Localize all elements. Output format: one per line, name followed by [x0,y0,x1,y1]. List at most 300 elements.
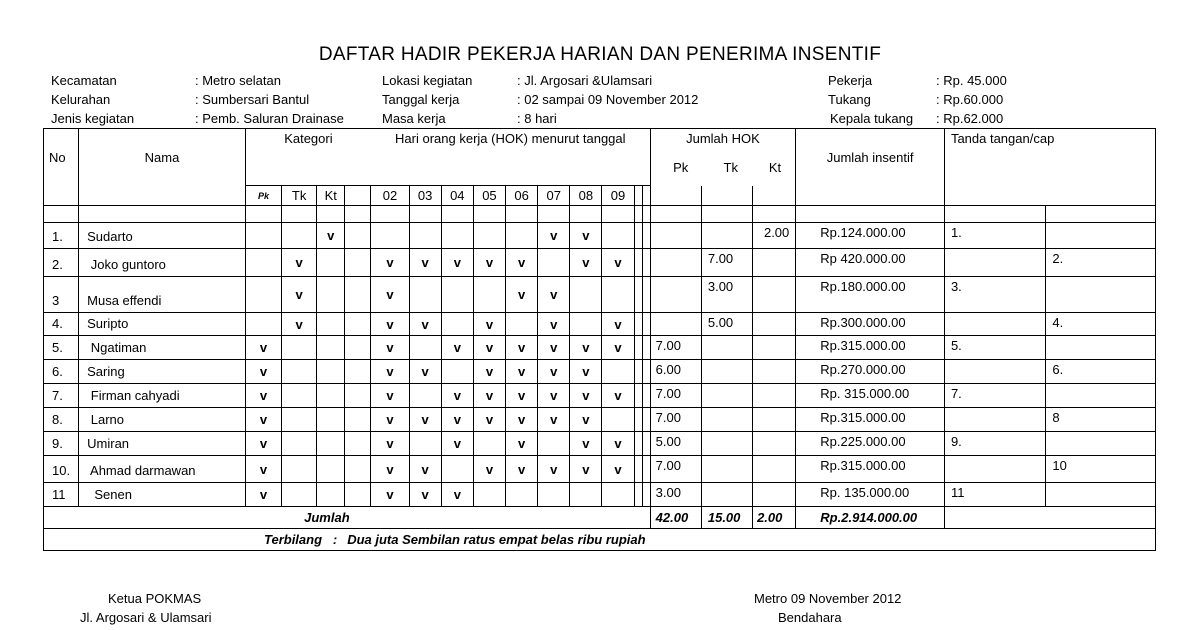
row-kategori-kt [317,277,345,313]
row-date-mark: v [371,360,409,384]
row-sign-right [1046,223,1156,249]
row-date-mark [409,432,441,456]
row-date-mark: v [371,277,409,313]
row-date-mark: v [602,456,634,483]
page-title: DAFTAR HADIR PEKERJA HARIAN DAN PENERIMA INSENTIF [318,44,882,65]
row-gap [642,456,650,483]
row-date-mark [602,277,634,313]
row-hok-tk [701,336,752,360]
row-date-mark: v [409,313,441,336]
row-date-mark: v [538,360,570,384]
row-hok-kt [753,384,796,408]
row-kategori-tk: v [282,249,317,277]
row-insentif: Rp 420.000.00 [796,249,945,277]
total-insentif: Rp.2.914.000.00 [796,507,945,529]
row-date-mark [473,483,505,507]
row-hok-tk [701,432,752,456]
row-gap [634,249,642,277]
row-kategori-pk [245,313,281,336]
row-no: 8. [44,408,79,432]
row-kategori-kt [317,483,345,507]
row-date-mark [409,384,441,408]
row-kategori-pk [245,249,281,277]
header-row-main [44,129,1156,186]
header-tanda-tangan: Tanda tangan/cap [944,129,1155,186]
row-sign-left: 5. [944,336,1045,360]
total-row [44,507,1156,529]
jenis-kegiatan-value: : Pemb. Saluran Drainase [195,111,344,126]
row-gap [634,432,642,456]
row-kategori-pk: v [245,432,281,456]
row-hok-pk: 7.00 [650,456,701,483]
row-gap [642,432,650,456]
pekerja-label: Pekerja [828,73,873,88]
row-kategori-pk [245,277,281,313]
row-date-mark: v [538,456,570,483]
row-date-mark: v [538,277,570,313]
row-date-mark [473,277,505,313]
spacer-cell [245,206,281,223]
row-sign-right [1046,336,1156,360]
row-gap [634,223,642,249]
attendance-table [43,128,1156,551]
header-hok-tk: Tk [723,160,738,175]
row-kategori-pk: v [245,384,281,408]
row-date-mark: v [538,313,570,336]
header-kt: Kt [317,186,345,206]
row-date-mark: v [602,384,634,408]
row-date-mark: v [473,456,505,483]
row-date-mark: v [409,360,441,384]
row-sign-right: 10 [1046,456,1156,483]
row-date-mark: v [602,432,634,456]
header-tanda-cont [944,186,1155,206]
header-date-08: 08 [570,186,602,206]
total-pk: 42.00 [650,507,701,529]
header-hok-pk: Pk [673,160,689,175]
row-gap [345,249,371,277]
total-label: Jumlah [44,507,651,529]
row-hok-tk [701,483,752,507]
row-kategori-tk [282,483,317,507]
row-hok-pk: 3.00 [650,483,701,507]
row-kategori-kt [317,336,345,360]
terbilang-row [44,529,1156,551]
row-kategori-kt: v [317,223,345,249]
row-hok-kt [753,360,796,384]
header-hok-kt-cont [753,186,796,206]
row-date-mark: v [473,384,505,408]
table-row [44,277,1156,313]
row-date-mark: v [602,313,634,336]
row-gap [634,313,642,336]
kepala-tukang-value: : Rp.62.000 [936,111,1004,126]
table-row [44,408,1156,432]
row-date-mark: v [570,249,602,277]
spacer-cell [1046,206,1156,223]
row-hok-kt [753,313,796,336]
masa-kerja-label: Masa kerja [382,111,446,126]
lokasi-value: : Jl. Argosari &Ulamsari [517,73,653,88]
header-nama-cont [79,186,246,206]
row-insentif: Rp. 315.000.00 [796,384,945,408]
header-date-04: 04 [441,186,473,206]
row-sign-left: 7. [944,384,1045,408]
kelurahan-value: : Sumbersari Bantul [195,92,310,107]
row-hok-pk [650,223,701,249]
row-date-mark: v [473,336,505,360]
table-row [44,432,1156,456]
row-no: 4. [44,313,79,336]
spacer-cell [701,206,752,223]
row-date-mark: v [570,456,602,483]
row-hok-tk: 3.00 [701,277,752,313]
row-date-mark: v [506,384,538,408]
spacer-cell [506,206,538,223]
row-date-mark [570,313,602,336]
table-row [44,483,1156,507]
header-tk: Tk [282,186,317,206]
table-row [44,313,1156,336]
row-date-mark: v [409,456,441,483]
row-date-mark: v [371,336,409,360]
spacer-cell [282,206,317,223]
total-kt: 2.00 [753,507,796,529]
row-date-mark [409,336,441,360]
header-hok-kt: Kt [768,160,782,175]
row-insentif: Rp.315.000.00 [796,456,945,483]
spacer-cell [538,206,570,223]
header-date-06: 06 [506,186,538,206]
row-no: 11 [44,483,79,507]
row-hok-kt [753,408,796,432]
row-hok-pk [650,277,701,313]
row-date-mark: v [371,456,409,483]
tanggal-label: Tanggal kerja [382,92,460,107]
row-kategori-tk: v [282,277,317,313]
row-hok-kt [753,456,796,483]
table-row [44,249,1156,277]
row-sign-right: 4. [1046,313,1156,336]
row-nama: Firman cahyadi [79,384,246,408]
row-kategori-tk [282,408,317,432]
tukang-value: : Rp.60.000 [936,92,1004,107]
row-hok-tk: 7.00 [701,249,752,277]
row-date-mark: v [409,483,441,507]
table-row [44,223,1156,249]
row-gap [642,313,650,336]
row-kategori-pk: v [245,483,281,507]
row-gap [345,223,371,249]
row-date-mark: v [473,249,505,277]
row-date-mark [602,483,634,507]
row-gap [642,336,650,360]
spacer-cell [441,206,473,223]
terbilang-label: Terbilang : [264,532,338,547]
row-nama: Ahmad darmawan [79,456,246,483]
row-kategori-tk [282,223,317,249]
row-sign-left [944,249,1045,277]
row-no: 2. [44,249,79,277]
header-jumlah-hok-label: Jumlah HOK [686,131,760,146]
row-nama: Ngatiman [79,336,246,360]
row-gap [642,408,650,432]
spacer-row [44,206,1156,223]
row-gap [642,483,650,507]
row-gap [345,408,371,432]
row-date-mark: v [371,313,409,336]
row-kategori-kt [317,384,345,408]
row-kategori-tk [282,432,317,456]
tukang-label: Tukang [828,92,871,107]
row-gap [345,483,371,507]
row-nama: Senen [79,483,246,507]
header-date-03: 03 [409,186,441,206]
header-hok-pk-box [650,186,701,206]
row-kategori-pk: v [245,456,281,483]
row-gap [642,223,650,249]
row-date-mark [538,483,570,507]
row-date-mark: v [473,408,505,432]
row-date-mark: v [602,249,634,277]
row-gap [642,360,650,384]
row-date-mark [409,277,441,313]
row-gap [345,384,371,408]
row-kategori-kt [317,249,345,277]
row-sign-right [1046,277,1156,313]
row-date-mark: v [506,277,538,313]
row-gap [634,384,642,408]
row-kategori-tk [282,384,317,408]
row-gap [642,384,650,408]
header-date-02: 02 [371,186,409,206]
row-gap [345,277,371,313]
row-sign-left: 9. [944,432,1045,456]
spacer-cell [944,206,1045,223]
row-kategori-kt [317,313,345,336]
row-kategori-tk [282,336,317,360]
row-gap [634,456,642,483]
row-nama: Joko guntoro [79,249,246,277]
row-date-mark: v [441,336,473,360]
spacer-cell [642,206,650,223]
row-date-mark: v [441,483,473,507]
spacer-cell [602,206,634,223]
row-hok-pk [650,249,701,277]
row-hok-pk [650,313,701,336]
row-date-mark: v [506,360,538,384]
row-date-mark: v [570,336,602,360]
row-hok-kt: 2.00 [753,223,796,249]
row-insentif: Rp.315.000.00 [796,336,945,360]
row-gap [634,408,642,432]
kelurahan-label: Kelurahan [51,92,111,107]
header-date-09: 09 [602,186,634,206]
row-sign-left: 3. [944,277,1045,313]
table-row [44,360,1156,384]
header-hok-subcols [651,160,796,175]
header-hok-tk-cont [701,186,752,206]
row-date-mark: v [506,249,538,277]
spacer-cell [570,206,602,223]
row-gap [634,360,642,384]
row-date-mark [506,223,538,249]
row-date-mark: v [538,384,570,408]
spacer-cell [317,206,345,223]
row-no: 3 [44,277,79,313]
row-nama: Sudarto [79,223,246,249]
header-hok-tanggal: Hari orang kerja (HOK) menurut tanggal [371,129,650,186]
row-gap [634,336,642,360]
row-sign-left [944,313,1045,336]
row-date-mark [371,223,409,249]
spacer-cell [796,206,945,223]
header-date-07: 07 [538,186,570,206]
row-hok-kt [753,277,796,313]
row-date-mark: v [570,432,602,456]
row-sign-right: 2. [1046,249,1156,277]
row-kategori-tk [282,456,317,483]
header-jumlah-insentif: Jumlah insentif [796,129,945,186]
table-row [44,384,1156,408]
row-sign-left: 11 [944,483,1045,507]
row-date-mark: v [371,249,409,277]
row-gap [345,360,371,384]
row-date-mark: v [371,432,409,456]
row-hok-tk: 5.00 [701,313,752,336]
tanggal-value: : 02 sampai 09 November 2012 [517,92,699,107]
row-date-mark: v [538,408,570,432]
row-date-mark [602,223,634,249]
row-nama: Larno [79,408,246,432]
row-gap [634,277,642,313]
row-date-mark: v [506,432,538,456]
row-gap [345,456,371,483]
row-sign-left [944,456,1045,483]
row-kategori-pk: v [245,408,281,432]
row-hok-tk [701,223,752,249]
row-date-mark [506,483,538,507]
row-kategori-kt [317,456,345,483]
row-nama: Umiran [79,432,246,456]
total-tk: 15.00 [701,507,752,529]
row-date-mark: v [506,456,538,483]
row-date-mark [538,432,570,456]
kecamatan-label: Kecamatan [51,73,117,88]
header-jumlah-hok [650,129,796,186]
header-kategori: Kategori [245,129,371,186]
row-hok-kt [753,483,796,507]
bendahara: Bendahara [778,610,842,625]
lokasi-label: Lokasi kegiatan [382,73,473,88]
row-date-mark: v [371,384,409,408]
row-hok-tk [701,408,752,432]
spacer-cell [345,206,371,223]
row-insentif: Rp.315.000.00 [796,408,945,432]
spacer-cell [650,206,701,223]
row-no: 6. [44,360,79,384]
masa-kerja-value: : 8 hari [517,111,557,126]
row-date-mark [602,408,634,432]
row-sign-right [1046,384,1156,408]
row-date-mark [473,223,505,249]
jenis-kegiatan-label: Jenis kegiatan [51,111,135,126]
row-date-mark [409,223,441,249]
row-sign-right [1046,432,1156,456]
row-sign-right: 8 [1046,408,1156,432]
row-date-mark: v [441,249,473,277]
row-hok-tk [701,456,752,483]
row-insentif: Rp.270.000.00 [796,360,945,384]
row-date-mark: v [570,408,602,432]
spacer-cell [753,206,796,223]
header-gap [642,186,650,206]
row-date-mark: v [371,408,409,432]
row-date-mark: v [441,432,473,456]
header-row-sub [44,186,1156,206]
row-kategori-pk [245,223,281,249]
row-date-mark [441,360,473,384]
pekerja-value: : Rp. 45.000 [936,73,1007,88]
row-date-mark [473,432,505,456]
row-hok-pk: 6.00 [650,360,701,384]
row-gap [642,249,650,277]
row-date-mark: v [409,408,441,432]
row-nama: Suripto [79,313,246,336]
row-date-mark [570,277,602,313]
row-hok-kt [753,432,796,456]
row-date-mark [602,360,634,384]
terbilang-cell [44,529,1156,551]
row-sign-left: 1. [944,223,1045,249]
row-date-mark: v [473,360,505,384]
row-date-mark [441,456,473,483]
total-sign [944,507,1155,529]
row-nama: Musa effendi [79,277,246,313]
row-kategori-pk: v [245,360,281,384]
row-sign-left [944,408,1045,432]
row-insentif: Rp.225.000.00 [796,432,945,456]
row-hok-kt [753,336,796,360]
row-sign-right: 6. [1046,360,1156,384]
row-date-mark: v [441,384,473,408]
row-hok-tk [701,360,752,384]
row-kategori-kt [317,360,345,384]
row-kategori-tk: v [282,313,317,336]
row-no: 10. [44,456,79,483]
row-kategori-kt [317,432,345,456]
row-date-mark: v [409,249,441,277]
row-date-mark [441,277,473,313]
row-date-mark: v [441,408,473,432]
row-no: 1. [44,223,79,249]
row-date-mark: v [570,384,602,408]
row-date-mark: v [538,336,570,360]
row-insentif: Rp. 135.000.00 [796,483,945,507]
row-hok-tk [701,384,752,408]
table-row [44,336,1156,360]
row-gap [345,336,371,360]
row-sign-right [1046,483,1156,507]
row-kategori-kt [317,408,345,432]
sign-date: Metro 09 November 2012 [754,591,902,606]
header-gap [345,186,371,206]
row-gap [642,277,650,313]
row-date-mark [570,483,602,507]
spacer-cell [79,206,246,223]
row-date-mark: v [602,336,634,360]
row-date-mark: v [538,223,570,249]
